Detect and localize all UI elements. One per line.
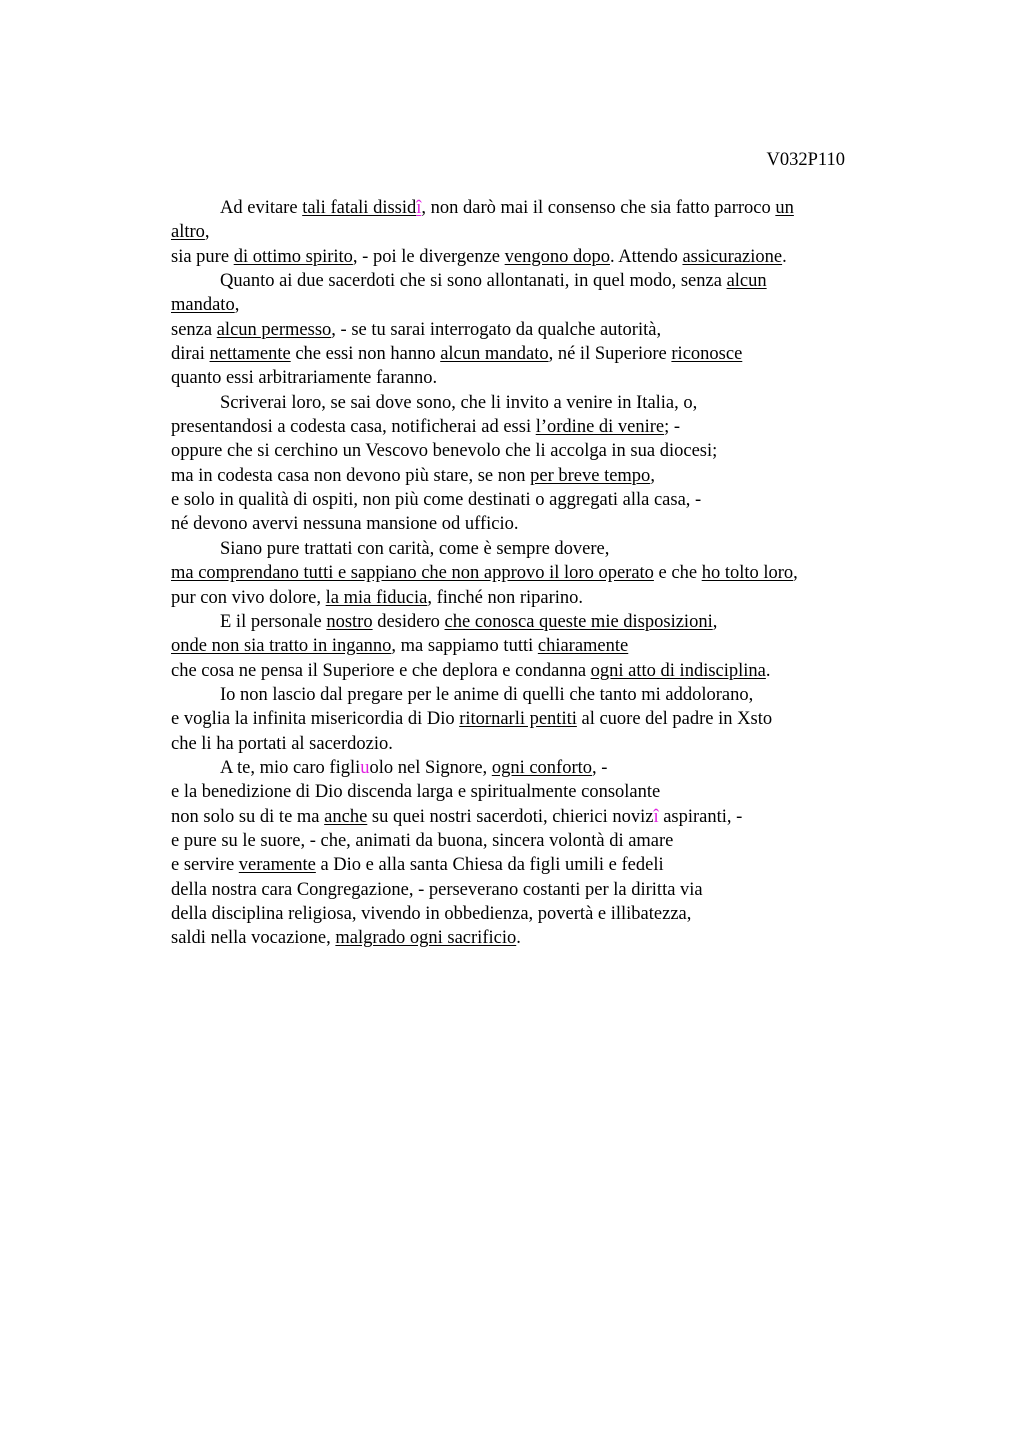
underlined-text: veramente [238, 855, 316, 876]
text-segment: non solo su di te ma [171, 806, 325, 827]
letter-body [171, 196, 881, 951]
text-line [171, 853, 881, 877]
text-segment: della nostra cara Congregazione, - perseverano costanti per la diritta via [171, 879, 703, 900]
text-line [171, 245, 881, 269]
underlined-text: assicurazione [682, 246, 783, 267]
underlined-text: alcun mandato [440, 344, 549, 365]
text-line [171, 732, 881, 756]
text-segment: , né il Superiore [548, 344, 672, 365]
text-line [171, 780, 881, 804]
text-segment: al cuore del padre in Xsto [576, 709, 773, 730]
text-segment: e solo in qualità di ospiti, non più come destinati o aggregati alla casa, - [171, 490, 702, 511]
text-line [171, 902, 881, 926]
page-identifier: V032P110 [766, 150, 845, 170]
text-segment: , [234, 295, 240, 316]
underlined-text: malgrado ogni sacrificio [335, 928, 517, 949]
text-line [171, 196, 881, 220]
text-segment: aspiranti, - [658, 806, 743, 827]
text-line [171, 488, 881, 512]
text-segment: , ma sappiamo tutti [391, 636, 538, 657]
underlined-text: di ottimo spirito [233, 246, 353, 267]
text-segment: Io non lascio dal pregare per le anime di quelli che tanto mi addolorano, [220, 684, 754, 705]
text-segment: , [204, 222, 210, 243]
text-segment: della disciplina religiosa, vivendo in obbedienza, povertà e illibatezza, [171, 903, 692, 924]
underlined-text: un [775, 198, 794, 218]
text-segment: presentandosi a codesta casa, notificherai ad essi [171, 417, 536, 438]
text-segment: e servire [171, 855, 239, 876]
underlined-text: per breve tempo [530, 465, 651, 486]
text-segment: quanto essi arbitrariamente faranno. [171, 368, 438, 389]
text-line [171, 293, 881, 317]
text-segment: ma in codesta casa non devono più stare, se non [171, 465, 531, 486]
underlined-text: ritornarli pentiti [459, 709, 577, 730]
text-segment: e voglia la infinita misericordia di Dio [171, 709, 460, 730]
underlined-text: chiaramente [537, 636, 629, 657]
underlined-text: ma comprendano tutti e sappiano che non approvo il loro operato [171, 563, 654, 584]
text-segment: , - poi le divergenze [352, 246, 505, 267]
text-segment: . [782, 246, 787, 267]
text-segment: , [712, 611, 718, 632]
text-segment: , finché non riparino. [427, 587, 584, 608]
text-segment: olo nel Signore, [369, 757, 492, 778]
text-segment: . [765, 660, 771, 681]
text-segment: desidero [372, 611, 445, 632]
text-segment: . Attendo [609, 246, 683, 267]
text-line [171, 756, 881, 780]
underlined-text: altro [171, 222, 205, 243]
text-segment: u [360, 757, 370, 778]
text-line [171, 926, 881, 950]
underlined-text: ogni conforto [491, 757, 592, 778]
text-line [171, 366, 881, 390]
text-segment: né devono avervi nessuna mansione od ufficio. [171, 514, 519, 535]
underlined-text: î [416, 198, 422, 218]
text-segment: e che [653, 563, 702, 584]
underlined-text: alcun [726, 271, 767, 292]
text-line [171, 707, 881, 731]
text-segment: saldi nella vocazione, [171, 928, 336, 949]
text-segment: senza [171, 319, 217, 340]
text-segment: a Dio e alla santa Chiesa da figli umili e fedeli [315, 855, 664, 876]
text-segment: sia pure [171, 246, 234, 267]
text-line [171, 415, 881, 439]
text-segment: su quei nostri sacerdoti, chierici noviz [367, 806, 654, 827]
text-segment: , - [592, 757, 608, 778]
text-line [171, 342, 881, 366]
text-segment: î [653, 806, 659, 827]
underlined-text: nettamente [209, 344, 291, 365]
text-line [171, 829, 881, 853]
underlined-text: ogni atto di indisciplina [590, 660, 766, 681]
underlined-text: anche [324, 806, 368, 827]
text-segment: pur con vivo dolore, [171, 587, 326, 608]
text-segment: che essi non hanno [290, 344, 441, 365]
text-line [171, 269, 881, 293]
text-segment: che li ha portati al sacerdozio. [171, 733, 393, 754]
text-segment: , [650, 465, 655, 486]
text-segment: , [793, 563, 798, 584]
underlined-text: ho tolto loro [701, 563, 794, 584]
text-segment: dirai [171, 344, 210, 365]
text-segment: oppure che si cerchino un Vescovo benevolo che li accolga in sua diocesi; [171, 441, 718, 462]
underlined-text: la mia fiducia [325, 587, 428, 608]
text-line [171, 391, 881, 415]
text-segment: Siano pure trattati con carità, come è sempre dovere, [220, 538, 610, 559]
text-line [171, 439, 881, 463]
text-line [171, 878, 881, 902]
underlined-text: l’ordine di venire [535, 417, 665, 438]
text-segment: . [516, 928, 521, 949]
text-segment: Scriverai loro, se sai dove sono, che li invito a venire in Italia, o, [220, 392, 698, 413]
text-segment: , - se tu sarai interrogato da qualche autorità, [331, 319, 662, 340]
text-line [171, 805, 881, 829]
text-line [171, 220, 881, 244]
underlined-text: vengono dopo [504, 246, 610, 267]
text-segment: Quanto ai due sacerdoti che si sono allontanati, in quel modo, senza [220, 271, 727, 292]
text-segment: Ad evitare [220, 198, 303, 218]
underlined-text: che conosca queste mie disposizioni [444, 611, 713, 632]
text-segment: ; - [664, 417, 681, 438]
text-segment: che cosa ne pensa il Superiore e che deplora e condanna [171, 660, 591, 681]
text-line [171, 318, 881, 342]
underlined-text: alcun permesso [216, 319, 332, 340]
text-line [171, 561, 881, 585]
text-line [171, 683, 881, 707]
text-line [171, 610, 881, 634]
text-segment: , non darò mai il consenso che sia fatto parroco [421, 198, 776, 218]
text-line [171, 537, 881, 561]
text-segment: E il personale [220, 611, 327, 632]
text-segment: e pure su le suore, - che, animati da buona, sincera volontà di amare [171, 830, 674, 851]
text-line [171, 512, 881, 536]
underlined-text: onde non sia tratto in inganno [171, 636, 392, 657]
underlined-text: nostro [326, 611, 373, 632]
text-line [171, 586, 881, 610]
text-line [171, 659, 881, 683]
underlined-text: tali fatali dissid [302, 198, 417, 218]
text-line [171, 464, 881, 488]
underlined-text: riconosce [671, 344, 743, 365]
text-segment: A te, mio caro figli [220, 757, 361, 778]
text-segment: e la benedizione di Dio discenda larga e spiritualmente consolante [171, 782, 661, 803]
text-line [171, 634, 881, 658]
underlined-text: mandato [171, 295, 235, 316]
